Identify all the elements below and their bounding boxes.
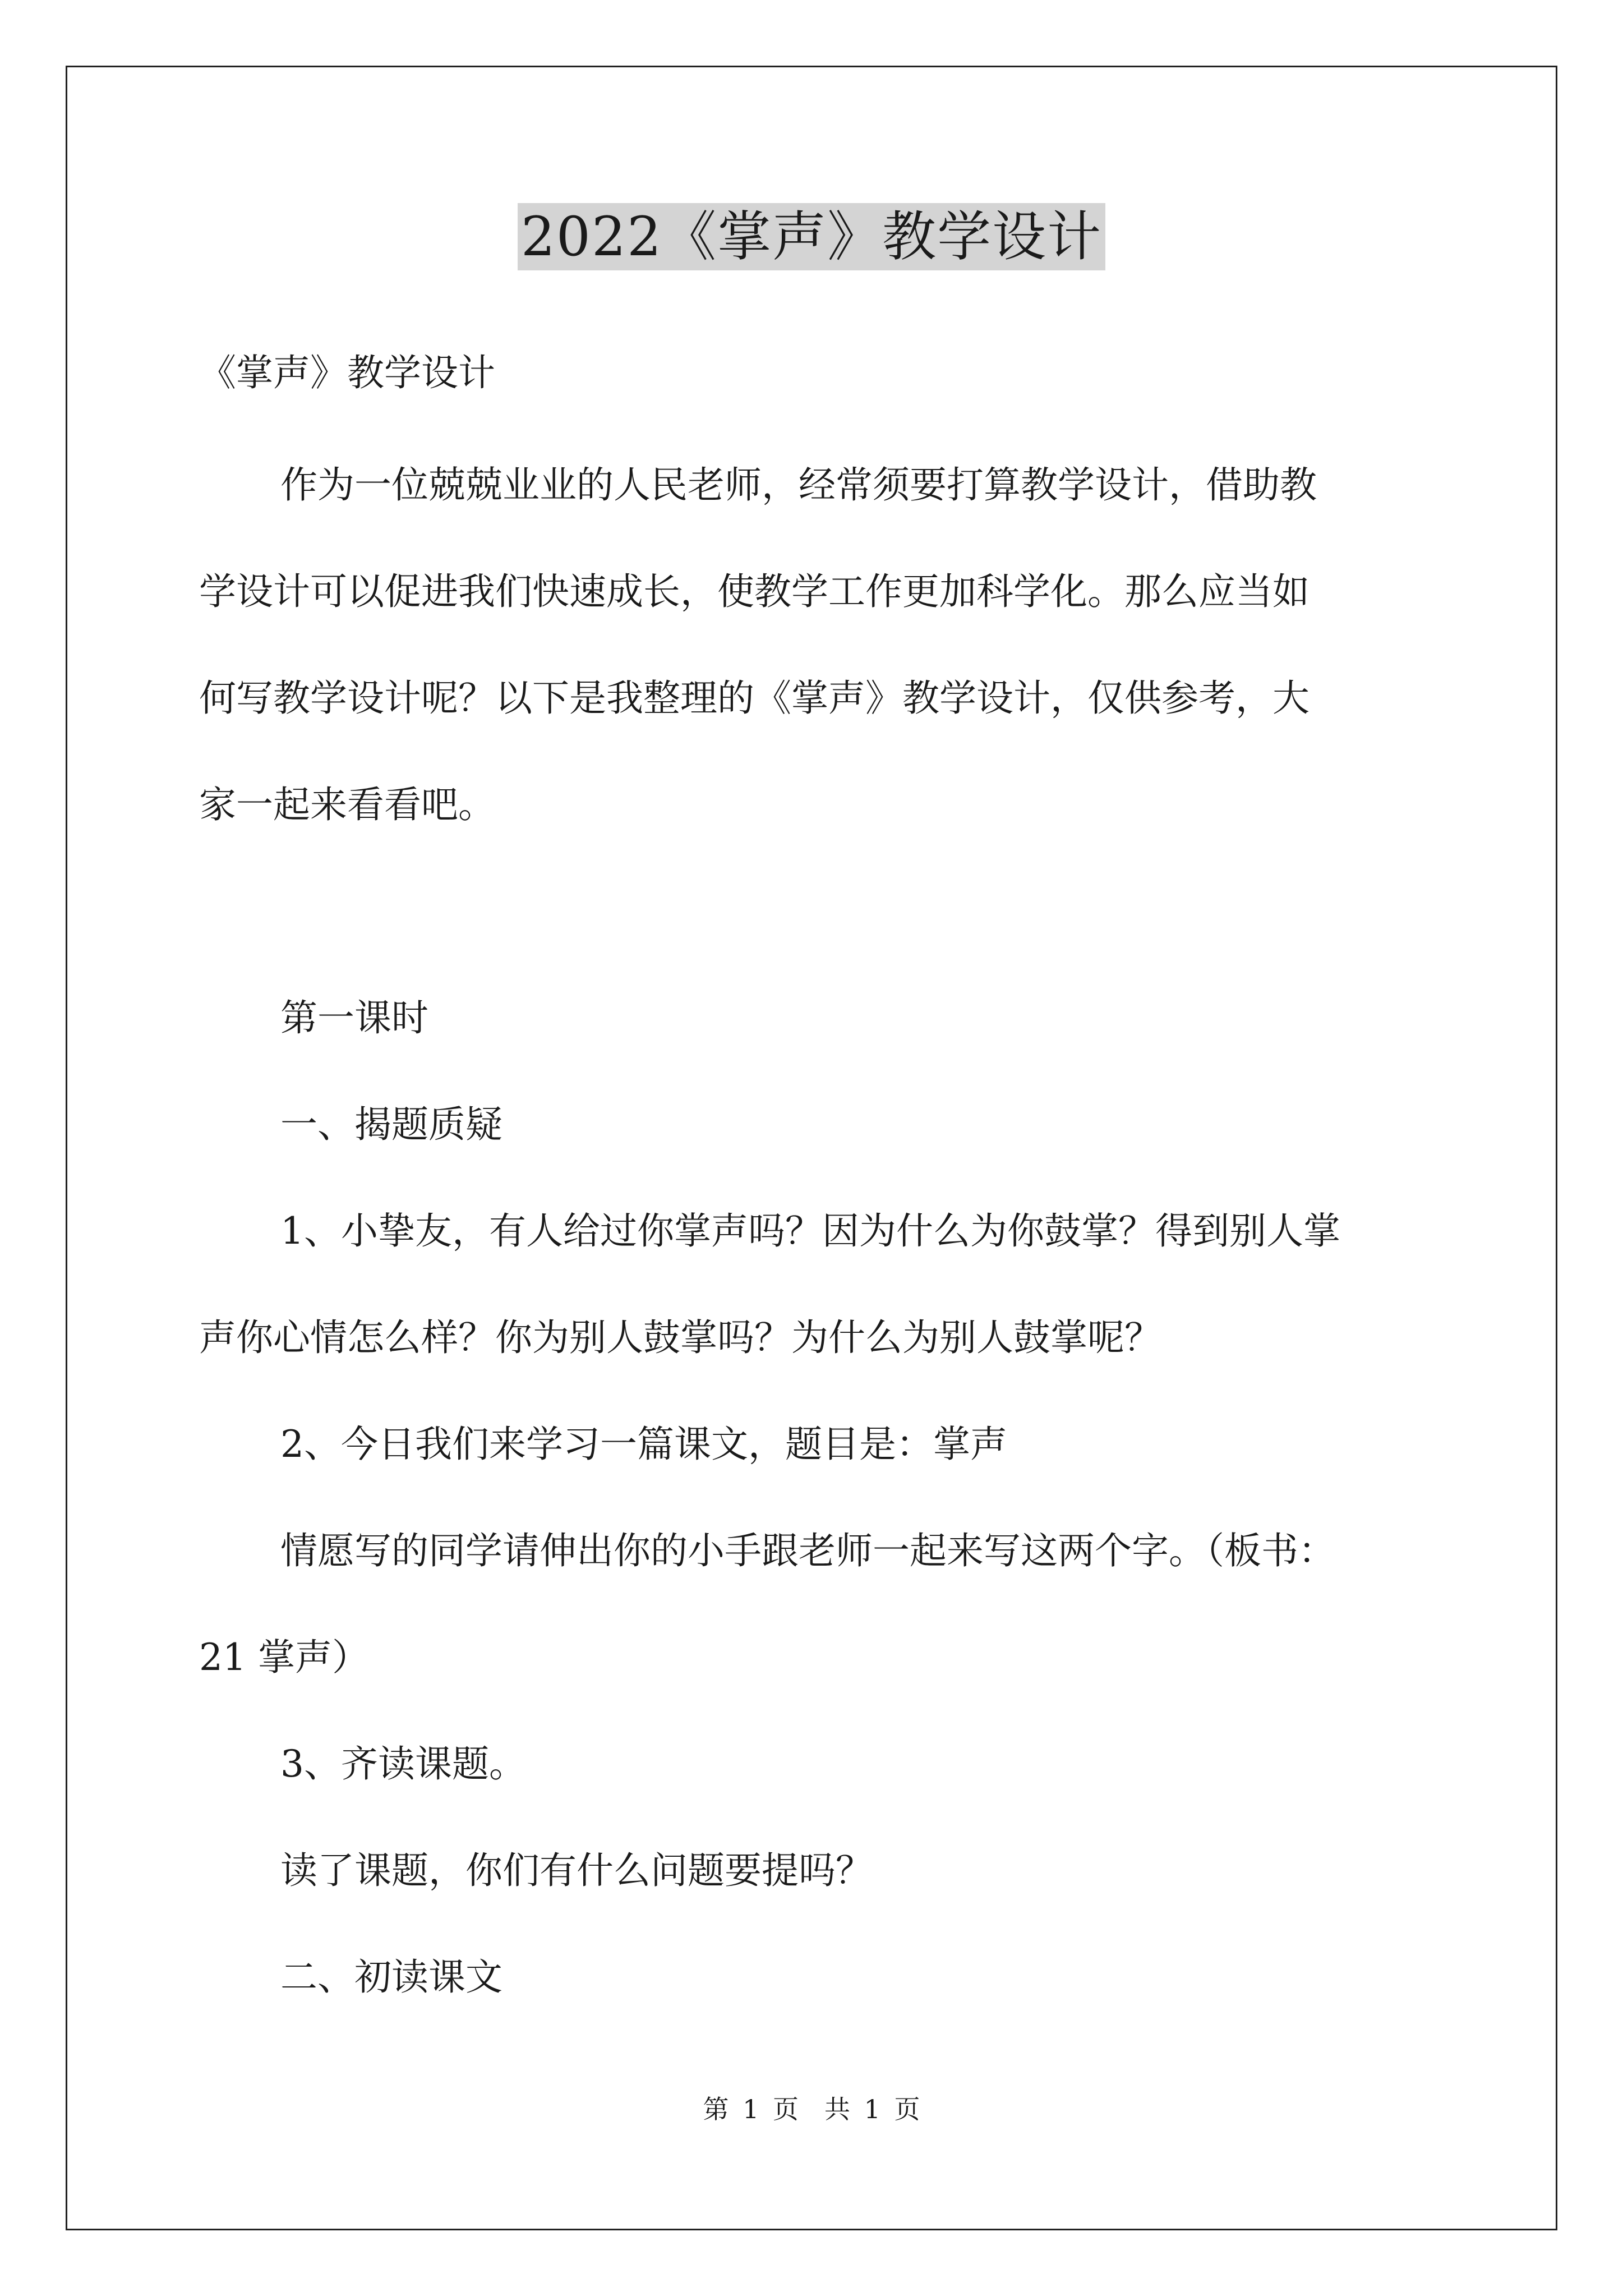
item-3-question: 读了课题，你们有什么问题要提吗？ (280, 1849, 873, 1892)
intro-line-1: 作为一位兢兢业业的人民老师，经常须要打算教学设计，借助教 (280, 463, 1317, 507)
subtitle: 《掌声》教学设计 (199, 351, 495, 394)
intro-line-4: 家一起来看看吧。 (199, 783, 495, 826)
item-2-note-line-1: 情愿写的同学请伸出你的小手跟老师一起来写这两个字。（板书： (280, 1529, 1335, 1572)
item-1-line-2: 声你心情怎么样？你为别人鼓掌吗？为什么为别人鼓掌呢？ (199, 1316, 1161, 1359)
lesson-heading: 第一课时 (280, 996, 428, 1039)
item-2-line: 2、今日我们来学习一篇课文，题目是：掌声 (280, 1423, 1007, 1466)
item-3-line: 3、齐读课题。 (280, 1742, 526, 1786)
document-title-text: 2022《掌声》教学设计 (518, 203, 1105, 270)
item-2-note-line-2: 21 掌声） (199, 1636, 369, 1679)
intro-line-3: 何写教学设计呢？以下是我整理的《掌声》教学设计，仅供参考，大 (199, 677, 1310, 720)
section-2-heading: 二、初读课文 (280, 1955, 502, 1999)
document-title (0, 197, 1623, 276)
item-1-line-1: 1、小挚友，有人给过你掌声吗？因为什么为你鼓掌？得到别人掌 (280, 1209, 1340, 1253)
page-number-footer: 第 1 页 共 1 页 (703, 2094, 920, 2124)
section-1-heading: 一、揭题质疑 (280, 1103, 502, 1146)
intro-line-2: 学设计可以促进我们快速成长，使教学工作更加科学化。那么应当如 (199, 570, 1310, 613)
